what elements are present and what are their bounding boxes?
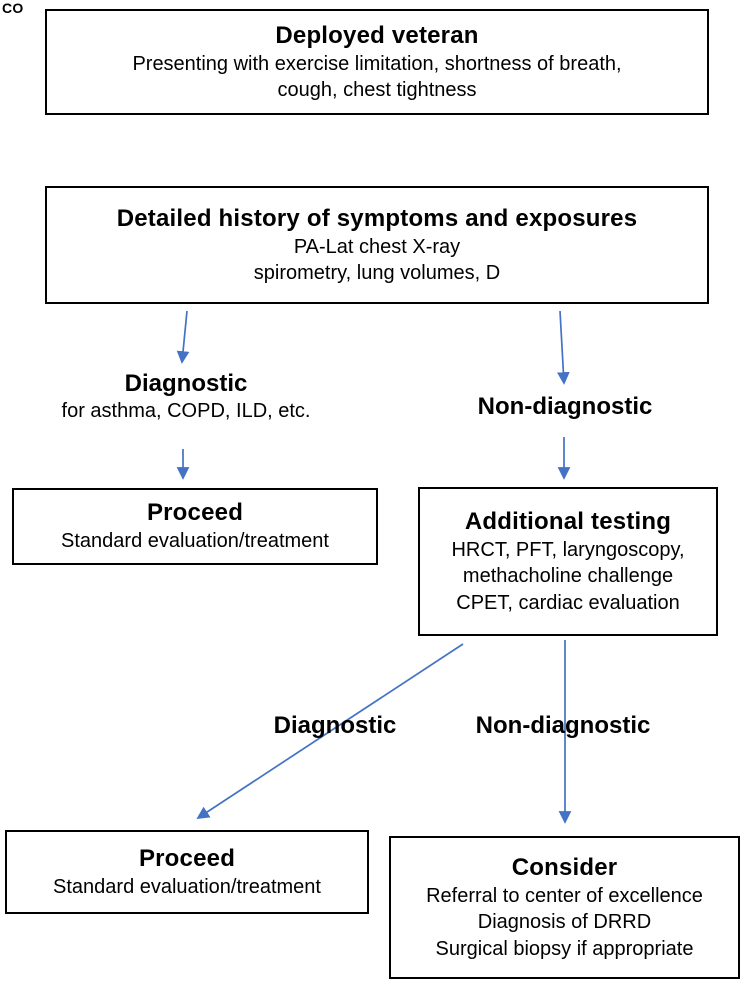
consider-line: Diagnosis of DRRD xyxy=(477,911,652,934)
arrow-history-to-nondiagnostic xyxy=(560,311,564,383)
additional-testing-line: methacholine challenge xyxy=(462,565,674,588)
consider-line: Surgical biopsy if appropriate xyxy=(435,937,694,960)
additional-testing-line: HRCT, PFT, laryngoscopy, xyxy=(451,538,685,561)
arrow-history-to-diagnostic xyxy=(182,311,187,362)
consider-title: Consider xyxy=(511,853,618,881)
detailed-history-line: PA-Lat chest X-ray xyxy=(293,235,461,258)
stray-subscript-co: CO xyxy=(2,0,24,16)
deployed-veteran-title: Deployed veteran xyxy=(275,21,479,49)
branch-nondiagnostic-upper xyxy=(415,393,715,422)
consider-line: Referral to center of excellence xyxy=(426,884,703,907)
proceed-bottom-line: Standard evaluation/treatment xyxy=(53,875,321,898)
deployed-veteran-line: Presenting with exercise limitation, shortness of breath, xyxy=(132,52,622,75)
detailed-history-box xyxy=(45,186,709,304)
deployed-veteran-box xyxy=(45,9,709,115)
branch-diagnostic-upper-title: Diagnostic xyxy=(124,370,248,397)
proceed-bottom-box xyxy=(5,830,369,914)
proceed-mid-box xyxy=(12,488,378,565)
proceed-mid-title: Proceed xyxy=(146,499,244,527)
detailed-history-title: Detailed history of symptoms and exposures xyxy=(116,204,638,232)
additional-testing-title: Additional testing xyxy=(464,507,672,535)
consider-box xyxy=(389,836,740,979)
additional-testing-box xyxy=(418,487,718,636)
detailed-history-line: spirometry, lung volumes, D xyxy=(253,262,501,284)
branch-diagnostic-upper xyxy=(36,370,336,423)
additional-testing-line: CPET, cardiac evaluation xyxy=(456,591,680,614)
deployed-veteran-line: cough, chest tightness xyxy=(277,79,477,101)
branch-diagnostic-upper-subtitle: for asthma, COPD, ILD, etc. xyxy=(61,399,311,422)
branch-nondiagnostic-lower-title: Non-diagnostic xyxy=(475,712,651,739)
branch-diagnostic-lower-title: Diagnostic xyxy=(273,712,397,739)
branch-nondiagnostic-lower xyxy=(423,712,703,741)
proceed-mid-line: Standard evaluation/treatment xyxy=(61,530,329,553)
branch-nondiagnostic-upper-title: Non-diagnostic xyxy=(477,393,653,420)
proceed-bottom-title: Proceed xyxy=(138,844,236,872)
